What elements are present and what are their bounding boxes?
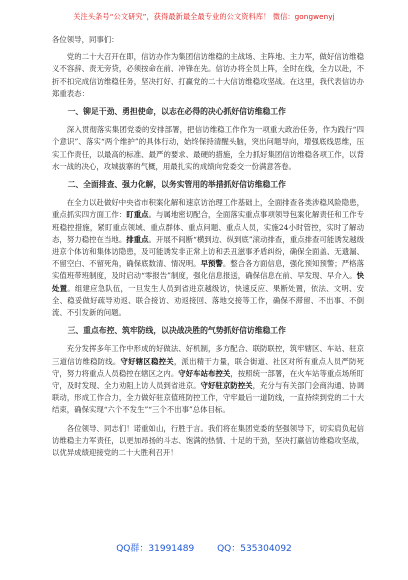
footer-contact — [0, 541, 408, 554]
text-run: 。整合各方面信息，强化预知预警；严格落实值班带班制度，及时启动“零报告”制度，强化信息报送，确保信息在前、早发现、早介入。 — [52, 259, 364, 281]
section-2-paragraph — [52, 197, 364, 319]
section-3-paragraph — [52, 343, 364, 416]
bold-keyword: 守好驻京防控关 — [200, 381, 253, 391]
text-run: 。开展不间断“横到边、纵到底”滚动排查，重点排查可能诱发越级进京个体访和集体访隐患，及可能诱发非正常上访和丢丑滋事矛盾纠纷，确保全面盖、无遗漏、不留空白、不留死角，确保底数清、情况明。 — [52, 234, 364, 269]
banner-text: 关注头条号“公文研究”，获得最新最全最专业的公文资料库！ 微信：gongwenyj — [73, 12, 335, 21]
bold-keyword: 早预警 — [200, 259, 223, 269]
text-run: ，按照统一部署，在火车站等重点场所盯守，及时发现、全力劝阻上访人员到省进京。 — [52, 368, 364, 391]
text-run: 充分发挥多年工作中形成的好做法、好机制，多方配合、联防联控，筑牢辖区、车站、驻京三道信访维稳防线。 — [52, 344, 364, 366]
section-1-paragraph: 深入贯彻落实集团党委的安排部署，把信访维稳工作作为一项重大政治任务，作为践行“四个意识”、落实“两个维护”的具体行动，始终保持清醒头脑，突出问题导向，增强底线思维，压实工作责任，以最高的标准、最严的要求、最硬的措施，全力抓好集团信访维稳各项工作，以背水一战的决心，攻城拔寨的气概，用最扎实的成绩向党委交一份满意答卷。 — [52, 125, 364, 171]
footer-qq-group: QQ群：31991489 — [116, 544, 195, 554]
bold-keyword: 排重点 — [126, 234, 149, 244]
text-run: ，充分与有关部门会商沟通、协调联动，形成工作合力，全力做好驻京值班防控工作，守牢最后一道防线，一直持续到党的二十大结束，确保实现“六个不发生”“三个不出事”总体目标。 — [52, 381, 364, 415]
document-body — [52, 34, 364, 465]
closing-paragraph: 各位领导、同志们！诺重如山，行胜于言。我们将在集团党委的坚强领导下，切实肩负起信访维稳主力军责任，以更加昂扬的斗志、饱满的热情、十足的干劲，坚决打赢信访维稳攻坚战，以优异成绩迎接党的二十大胜利召开！ — [52, 423, 364, 458]
bold-keyword: 盯重点 — [126, 210, 149, 220]
text-run: ，派出精干力量，联合街道、社区对所有重点人员严防死守，努力将重点人员稳控在辖区之内。 — [52, 356, 364, 378]
salutation: 各位领导，同事们： — [52, 35, 119, 44]
bold-keyword: 守好车站布控关 — [178, 368, 231, 378]
text-run: 在全力以赴做好中央省市积案化解和速京访治理工作基础上，全面排查各类涉稳风险隐患，重点抓实四方面工作： — [52, 198, 364, 220]
text-run: 。组建应急队伍，一旦发生人员到省进京越级访，快速反应、果断处置，依法、文明、安全、稳妥做好疏导劝返、联合接访、劝返接回、落地交接等工作，确保不滞留、不出事、不倒流、不引发新的问题。 — [52, 283, 364, 318]
section-heading-2: 二、全面排查、强力化解，以务实管用的举措抓好信访维稳工作 — [67, 180, 286, 190]
section-heading-3: 三、重点布控、筑牢防线，以决战决胜的气势抓好信访维稳工作 — [67, 326, 286, 336]
section-heading-1: 一、铆足干劲、勇担使命，以志在必得的决心抓好信访维稳工作 — [67, 107, 286, 117]
bold-keyword: 快处置 — [52, 271, 364, 293]
text-run: 。与属地密切配合，全面落实重点事项领导包案化解责任和工作专班稳控措施，紧盯重点领域、重点群体、重点问题、重点人员，实施24小时管控，实时了解动态，努力稳控在当地。 — [52, 210, 364, 244]
intro-paragraph: 党的二十大召开在即，信访办作为集团信访维稳的主战场、主阵地、主力军，做好信访维稳义不容辞、责无旁贷，必须按命在前、冲锋在先。信访办将全员上阵，全时在线，全力以赴，不折不扣完成信访维稳任务，坚决打好、打赢党的二十大信访维稳攻坚战。在这里，我代表信访办郑重表态： — [52, 52, 364, 98]
bold-keyword: 守好辖区稳控关 — [120, 356, 174, 366]
footer-qq: QQ：535304092 — [217, 544, 292, 554]
header-banner — [0, 4, 408, 26]
